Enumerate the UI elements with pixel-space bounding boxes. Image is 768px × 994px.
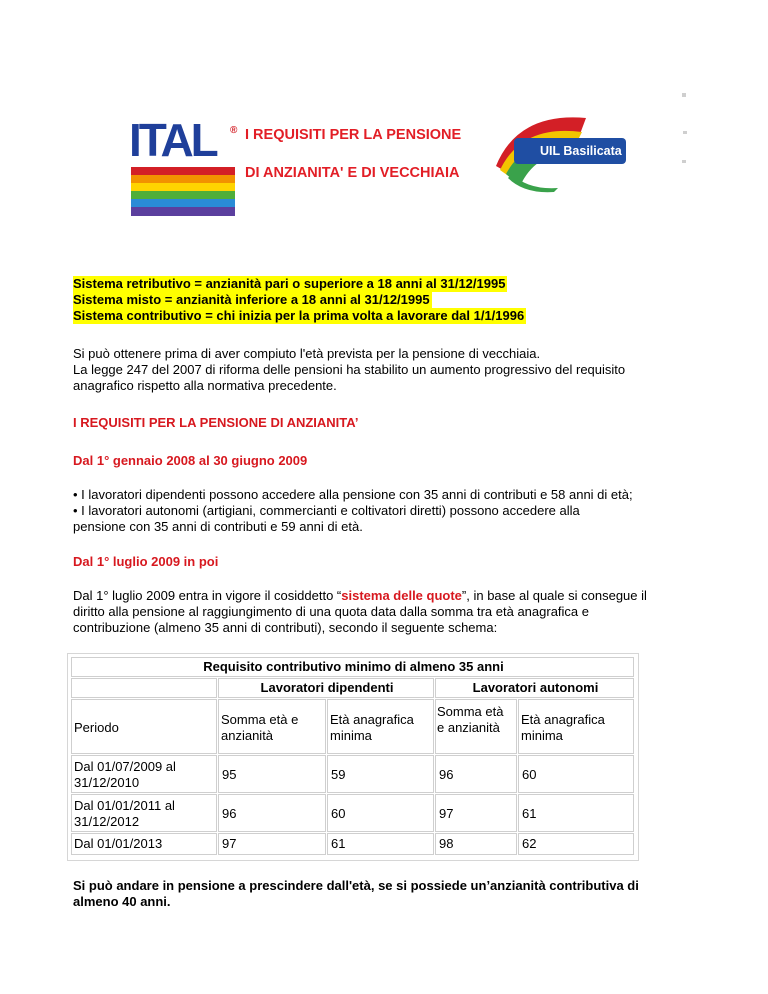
row-cell: [518, 833, 634, 855]
table-row: [71, 794, 217, 832]
row-cell: [218, 794, 326, 832]
header-title-line2: DI ANZIANITA' E DI VECCHIAIA: [245, 165, 460, 181]
col-eta-aut-cell: [518, 699, 634, 754]
table-row: [71, 755, 217, 793]
period2-line1: [73, 588, 713, 604]
row-cell: [435, 794, 517, 832]
period2-line3: contribuzione (almeno 35 anni di contributi), secondo il seguente schema:: [73, 620, 498, 635]
col-eta-dip: minima: [330, 728, 372, 743]
period1-paragraph: [73, 487, 713, 535]
row-somma-dip: 95: [222, 767, 237, 782]
period1-heading: Dal 1° gennaio 2008 al 30 giugno 2009: [73, 453, 308, 468]
col-somma-dip-cell: [218, 699, 326, 754]
group-autonomi-cell: [435, 678, 634, 698]
row-periodo: Dal 01/01/2011 al: [74, 798, 175, 813]
quote-system-highlight: sistema delle quote: [341, 588, 462, 603]
col-eta-aut: minima: [521, 728, 563, 743]
period2-text: ”, in base al quale si consegue il: [461, 588, 647, 603]
table-empty-cell: [71, 678, 217, 698]
row-somma-dip: 96: [222, 806, 237, 821]
col-eta-dip-cell: [327, 699, 434, 754]
row-cell: [518, 755, 634, 793]
period2-paragraph: [73, 588, 713, 636]
col-somma-aut: e anzianità: [437, 720, 500, 735]
row-somma-aut: 98: [439, 836, 454, 851]
period2-heading: Dal 1° luglio 2009 in poi: [73, 554, 219, 569]
definition-retributivo: Sistema retributivo = anzianità pari o superiore a 18 anni al 31/12/1995: [73, 276, 506, 291]
period1-line: pensione con 35 anni di contributi e 59 anni di età.: [73, 519, 363, 534]
definition-contributivo: Sistema contributivo = chi inizia per la prima volta a lavorare dal 1/1/1996: [73, 308, 525, 323]
group-autonomi: Lavoratori autonomi: [472, 680, 599, 695]
section-title: I REQUISITI PER LA PENSIONE DI ANZIANITA’: [73, 415, 359, 430]
header-title-line1: I REQUISITI PER LA PENSIONE: [245, 127, 462, 143]
row-eta-dip: 59: [331, 767, 346, 782]
row-periodo: Dal 01/01/2013: [74, 836, 163, 851]
row-cell: [327, 833, 434, 855]
group-dipendenti-cell: [218, 678, 434, 698]
row-somma-aut: 97: [439, 806, 454, 821]
col-somma-dip: anzianità: [221, 728, 274, 743]
row-eta-aut: 61: [522, 806, 537, 821]
uil-basilicata-logo: [488, 104, 628, 194]
row-cell: [518, 794, 634, 832]
intro-paragraph: [73, 346, 713, 394]
period2-text: Dal 1° luglio 2009 entra in vigore il cosiddetto “: [73, 588, 342, 603]
row-cell: [327, 755, 434, 793]
edge-artifact: [683, 131, 687, 134]
row-cell: [218, 755, 326, 793]
col-somma-aut-cell: [435, 699, 517, 754]
col-eta-aut: Età anagrafica: [521, 712, 605, 727]
period2-line2: diritto alla pensione al raggiungimento di una quota data dalla somma tra età anagrafica e: [73, 604, 590, 619]
row-cell: [435, 755, 517, 793]
row-eta-aut: 62: [522, 836, 537, 851]
col-somma-dip: Somma età e: [221, 712, 299, 727]
intro-line: anagrafico rispetto alla normativa precedente.: [73, 378, 337, 393]
row-eta-dip: 60: [331, 806, 346, 821]
uil-logo-text: UIL Basilicata: [540, 144, 622, 158]
ital-logo: [129, 101, 241, 218]
footer-note: [73, 878, 713, 910]
intro-line: La legge 247 del 2007 di riforma delle pensioni ha stabilito un aumento progressivo del requisito: [73, 362, 626, 377]
edge-artifact: [682, 93, 686, 97]
col-somma-aut: Somma età: [437, 704, 504, 719]
row-periodo: 31/12/2012: [74, 814, 140, 829]
period1-line: • I lavoratori dipendenti possono accedere alla pensione con 35 anni di contributi e 58 anni di età;: [73, 487, 633, 502]
row-periodo: 31/12/2010: [74, 775, 140, 790]
registered-mark: ®: [230, 125, 238, 136]
row-cell: [327, 794, 434, 832]
col-periodo: Periodo: [74, 720, 119, 735]
row-somma-dip: 97: [222, 836, 237, 851]
row-cell: [218, 833, 326, 855]
footer-line: almeno 40 anni.: [73, 894, 171, 909]
row-cell: [435, 833, 517, 855]
period1-line: • I lavoratori autonomi (artigiani, commercianti e coltivatori diretti) possono accedere alla: [73, 503, 580, 518]
footer-line: Si può andare in pensione a prescindere dall'età, se si possiede un’anzianità contributiva di: [73, 878, 639, 893]
row-eta-aut: 60: [522, 767, 537, 782]
group-dipendenti: Lavoratori dipendenti: [260, 680, 394, 695]
row-eta-dip: 61: [331, 836, 346, 851]
table-caption: Requisito contributivo minimo di almeno 35 anni: [203, 659, 504, 674]
system-definitions: [73, 276, 713, 324]
edge-artifact: [682, 160, 686, 163]
col-eta-dip: Età anagrafica: [330, 712, 414, 727]
table-caption-cell: [71, 657, 634, 677]
row-somma-aut: 96: [439, 767, 454, 782]
row-periodo: Dal 01/07/2009 al: [74, 759, 176, 774]
ital-logo-text: ITAL: [129, 114, 216, 166]
col-periodo-cell: [71, 699, 217, 754]
quota-table: [67, 653, 639, 861]
definition-misto: Sistema misto = anzianità inferiore a 18 anni al 31/12/1995: [73, 292, 430, 307]
table-row: [71, 833, 217, 855]
intro-line: Si può ottenere prima di aver compiuto l'età prevista per la pensione di vecchiaia.: [73, 346, 541, 361]
